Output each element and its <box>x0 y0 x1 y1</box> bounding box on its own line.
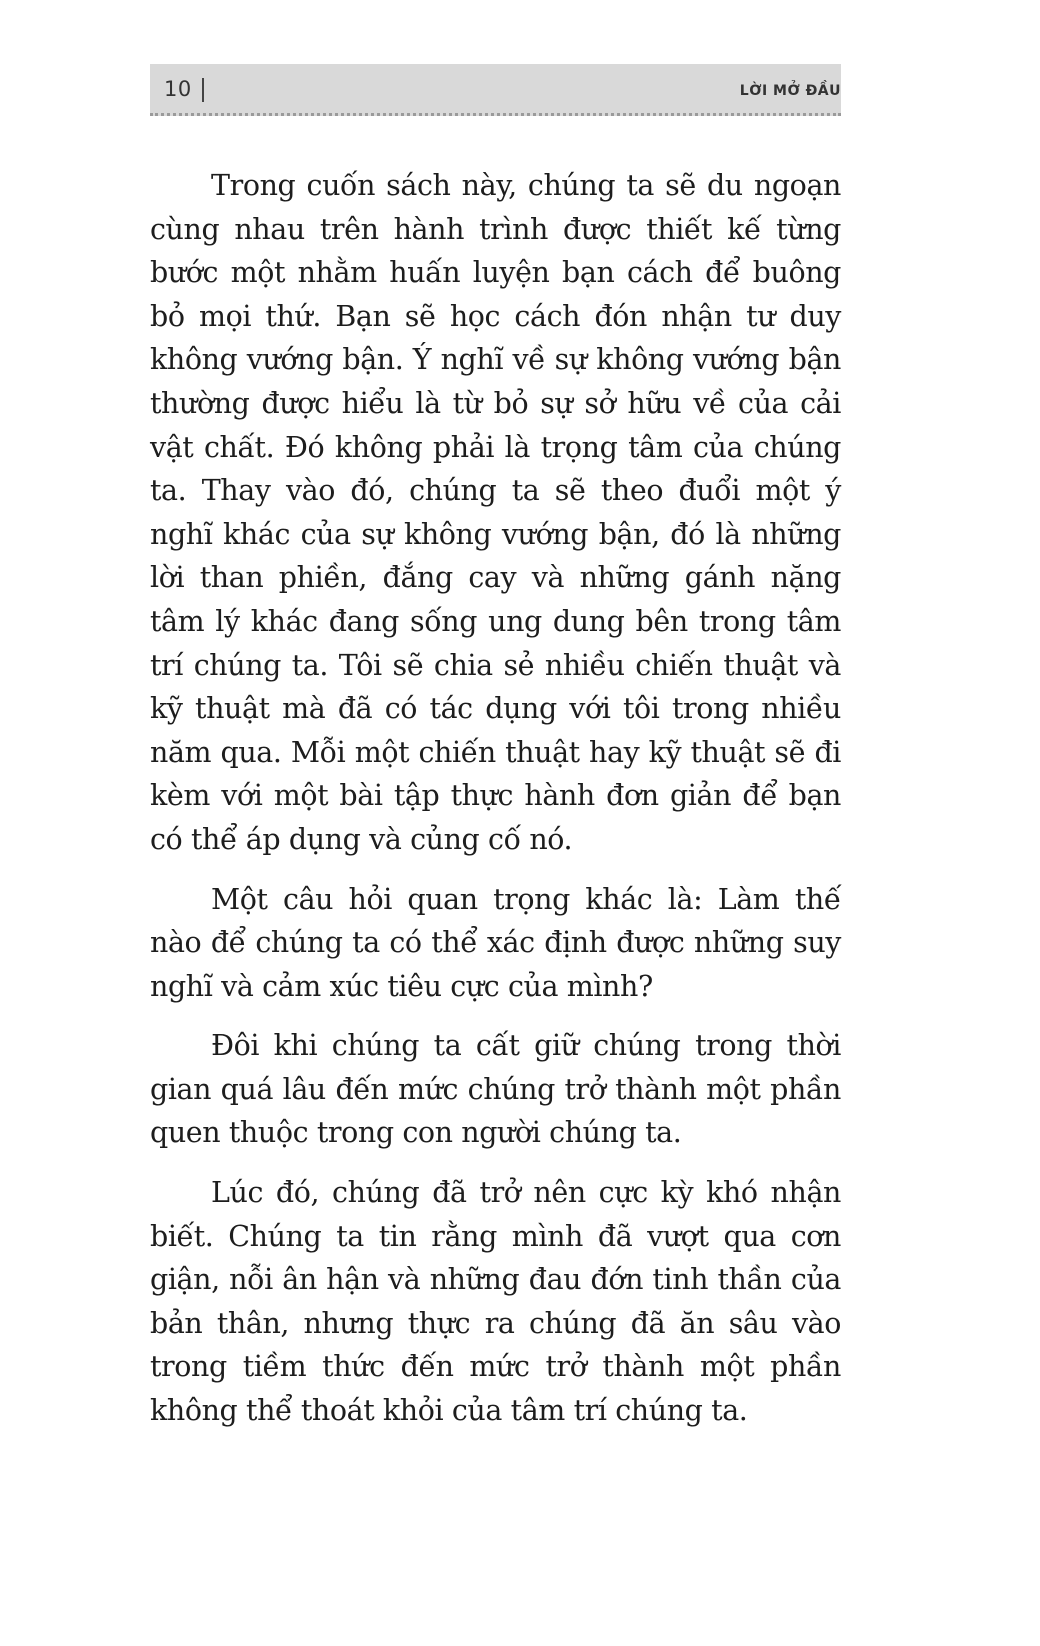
chapter-title: LỜI MỞ ĐẦU <box>739 83 841 99</box>
running-header <box>150 64 841 116</box>
page-number: 10 <box>164 77 192 101</box>
paragraph-1: Trong cuốn sách này, chúng ta sẽ du ngoạn cùng nhau trên hành trình được thiết kế từng bước một nhằm huấn luyện bạn cách để buông bỏ mọi thứ. Bạn sẽ học cách đón nhận tư duy không vướng bận. Ý nghĩ về sự không vướng bận thường được hiểu là từ bỏ sự sở hữu về của cải vật chất. Đó không phải là trọng tâm của chúng ta. Thay vào đó, chúng ta sẽ theo đuổi một ý nghĩ khác của sự không vướng bận, đó là những lời than phiền, đắng cay và những gánh nặng tâm lý khác đang sống ung dung bên trong tâm trí chúng ta. Tôi sẽ chia sẻ nhiều chiến thuật và kỹ thuật mà đã có tác dụng với tôi trong nhiều năm qua. Mỗi một chiến thuật hay kỹ thuật sẽ đi kèm với một bài tập thực hành đơn giản để bạn có thể áp dụng và củng cố nó. <box>150 169 841 856</box>
paragraph-2: Một câu hỏi quan trọng khác là: Làm thế nào để chúng ta có thể xác định được những suy nghĩ và cảm xúc tiêu cực của mình? <box>150 882 841 1003</box>
paragraph-4: Lúc đó, chúng đã trở nên cực kỳ khó nhận biết. Chúng ta tin rằng mình đã vượt qua cơn giận, nỗi ân hận và những đau đớn tinh thần của bản thân, nhưng thực ra chúng đã ăn sâu vào trong tiềm thức đến mức trở thành một phần không thể thoát khỏi của tâm trí chúng ta. <box>150 1176 841 1428</box>
header-divider <box>202 78 204 102</box>
paragraph-3: Đôi khi chúng ta cất giữ chúng trong thời gian quá lâu đến mức chúng trở thành một phần quen thuộc trong con người chúng ta. <box>150 1029 841 1150</box>
body-text <box>150 164 841 1449</box>
